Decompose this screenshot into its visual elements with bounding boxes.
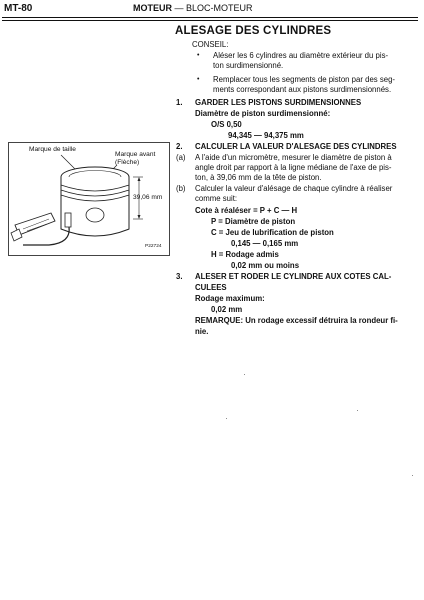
step2-c-definition: C = Jeu de lubrification de piston	[211, 228, 334, 237]
step1-number: 1.	[176, 98, 183, 107]
step2-number: 2.	[176, 142, 183, 151]
conseil-bullet2-line1: Remplacer tous les segments de piston par des seg-	[213, 75, 396, 84]
header-rule-thin	[2, 20, 418, 21]
scan-speck	[357, 410, 358, 411]
figure-label-arrow: (Flèche)	[115, 159, 140, 166]
step3-remark-line2: nie.	[195, 327, 209, 336]
header-section: MOTEUR	[133, 3, 172, 13]
step2-c-range: 0,145 — 0,165 mm	[231, 239, 299, 248]
step2-a-label: (a)	[176, 153, 186, 162]
step2-a-line3: ton, à 39,06 mm de la tête de piston.	[195, 173, 322, 182]
dimension-arrow-down-icon	[138, 215, 141, 219]
conseil-label: CONSEIL:	[192, 40, 229, 49]
piston-pin-boss	[86, 208, 104, 222]
figure-label-size-mark: Marque de taille	[29, 146, 76, 153]
micrometer-anvil	[65, 213, 71, 227]
bullet-dot-icon: •	[197, 76, 200, 83]
step3-heading-line1: ALESER ET RODER LE CYLINDRE AUX COTES CAL-	[195, 272, 392, 281]
step2-p-definition: P = Diamètre de piston	[211, 217, 296, 226]
conseil-bullet1-line1: Aléser les 6 cylindres au diamètre extérieur du pis-	[213, 51, 389, 60]
page-title: ALESAGE DES CYLINDRES	[175, 25, 332, 37]
scan-speck	[226, 418, 227, 419]
step2-b-line1: Calculer la valeur d'alésage de chaque cylindre à réaliser	[195, 184, 393, 193]
micrometer-barrel	[15, 213, 55, 235]
conseil-bullet1-line2: ton surdimensionné.	[213, 61, 284, 70]
step2-h-definition: H = Rodage admis	[211, 250, 279, 259]
step3-sub: Rodage maximum:	[195, 294, 265, 303]
step1-range: 94,345 — 94,375 mm	[228, 131, 304, 140]
header-rule	[2, 17, 418, 18]
page-header	[133, 3, 253, 13]
figure-code: P22724	[145, 244, 162, 249]
step2-formula: Cote à réaléser = P + C — H	[195, 206, 298, 215]
dimension-arrow-up-icon	[138, 177, 141, 181]
bullet-dot-icon: •	[197, 52, 200, 59]
piston-measurement-figure	[8, 142, 170, 256]
step1-heading: GARDER LES PISTONS SURDIMENSIONNES	[195, 98, 362, 107]
header-subsection: BLOC-MOTEUR	[186, 3, 253, 13]
step3-value: 0,02 mm	[211, 305, 243, 314]
figure-dimension: 39,06 mm	[133, 194, 163, 201]
step3-remark-line1: REMARQUE: Un rodage excessif détruira la rondeur fi-	[195, 316, 398, 325]
step1-size: O/S 0,50	[211, 120, 242, 129]
page-number: MT-80	[4, 3, 33, 14]
step2-a-line1: A l'aide d'un micromètre, mesurer le diamètre de piston à	[195, 153, 392, 162]
step1-sub: Diamètre de piston surdimensionné:	[195, 109, 331, 118]
step2-b-label: (b)	[176, 184, 186, 193]
step3-heading-line2: CULEES	[195, 283, 227, 292]
conseil-bullet2-line2: ments correspondant aux pistons surdimensionnés.	[213, 85, 392, 94]
scan-speck	[412, 475, 413, 476]
scan-speck	[244, 374, 245, 375]
step2-b-line2: comme suit:	[195, 194, 238, 203]
step2-h-value: 0,02 mm ou moins	[231, 261, 300, 270]
step2-a-line2: angle droit par rapport à la ligne médiane de l'axe de pis-	[195, 163, 392, 172]
step3-number: 3.	[176, 272, 183, 281]
header-separator: —	[174, 3, 184, 13]
figure-label-front-mark: Marque avant	[115, 151, 156, 158]
step2-heading: CALCULER LA VALEUR D'ALESAGE DES CYLINDRES	[195, 142, 397, 151]
